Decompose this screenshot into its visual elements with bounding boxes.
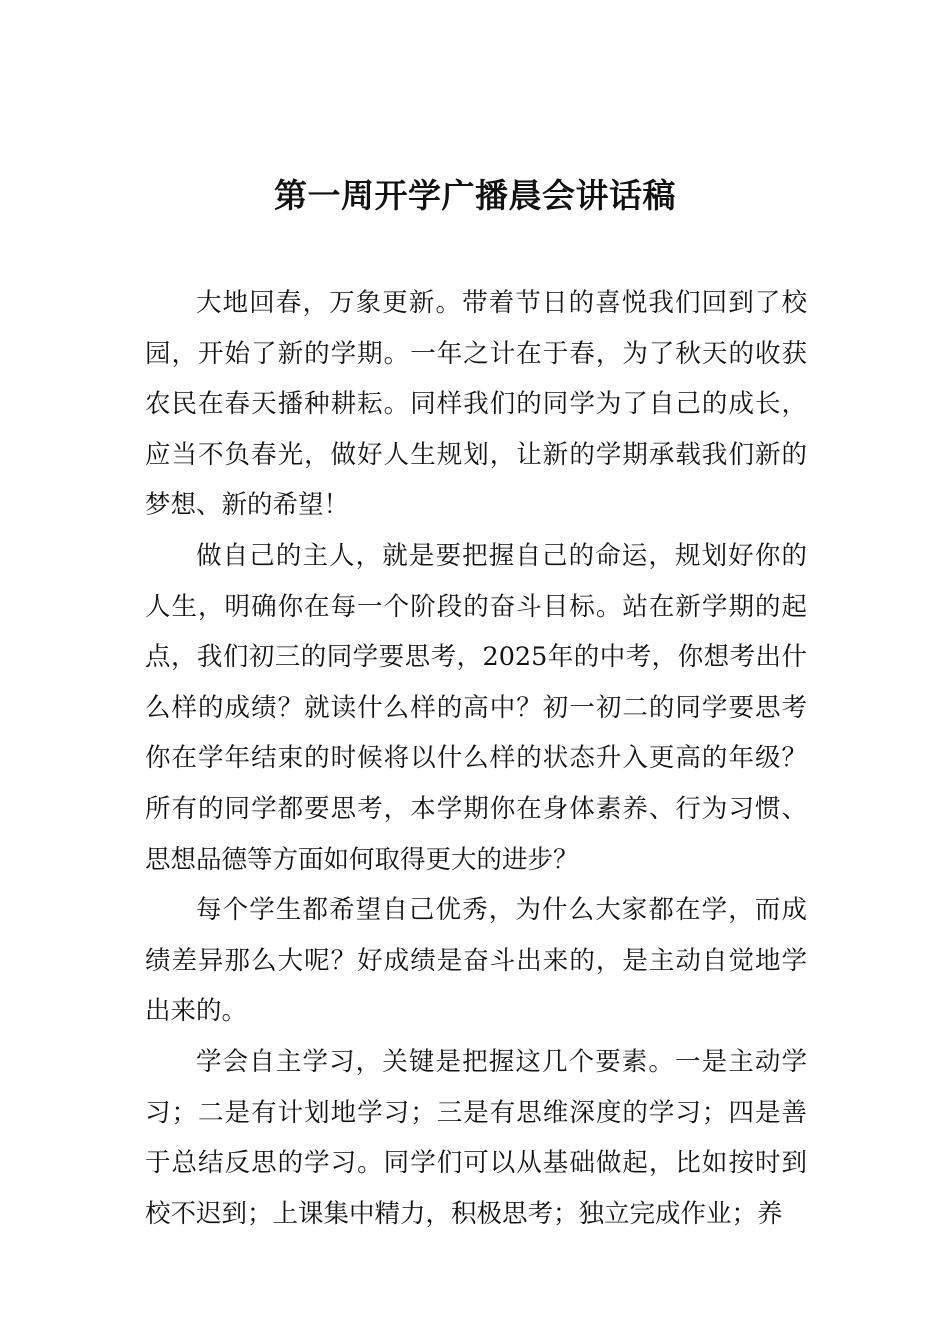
paragraph-3: 每个学生都希望自己优秀，为什么大家都在学，而成绩差异那么大呢？好成绩是奋斗出来的，是主动自觉地学出来的。 (145, 895, 807, 1027)
paragraph-4: 学会自主学习，关键是把握这几个要素。一是主动学习；二是有计划地学习；三是有思维深度的学习；四是善于总结反思的学习。同学们可以从基础做起，比如按时到校不迟到；上课集中精力，积极思考；独立完成作业；养 (145, 1046, 807, 1229)
paragraph-1: 大地回春，万象更新。带着节日的喜悦我们回到了校园，开始了新的学期。一年之计在于春，为了秋天的收获农民在春天播种耕耘。同样我们的同学为了自己的成长，应当不负春光，做好人生规划，让新的学期承载我们新的梦想、新的希望！ (145, 288, 807, 521)
document-body (145, 278, 807, 1239)
paragraph-2: 做自己的主人，就是要把握自己的命运，规划好你的人生，明确你在每一个阶段的奋斗目标。站在新学期的起点，我们初三的同学要思考，2025年的中考，你想考出什么样的成绩？就读什么样的高中？初一初二的同学要思考你在学年结束的时候将以什么样的状态升入更高的年级？所有的同学都要思考，本学期你在身体素养、行为习惯、思想品德等方面如何取得更大的进步？ (145, 540, 807, 875)
document-title: 第一周开学广播晨会讲话稿 (274, 176, 676, 215)
